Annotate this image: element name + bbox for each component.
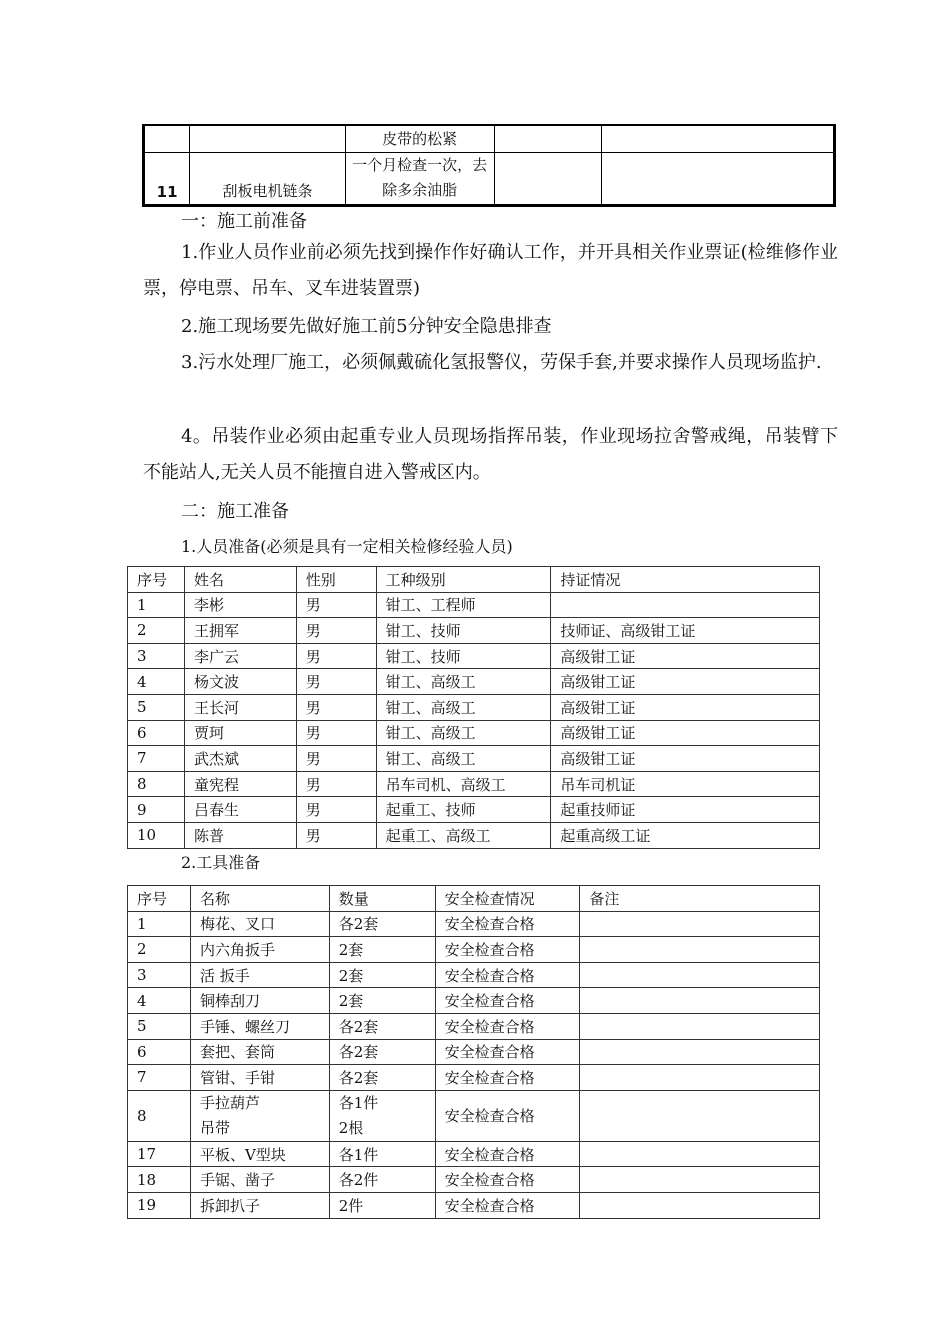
cell-safety-check: 安全检查合格 xyxy=(435,1039,580,1065)
table-row xyxy=(128,1192,820,1218)
cell-certificate: 吊车司机证 xyxy=(551,771,820,797)
cell-no: 11 xyxy=(144,152,190,205)
table-row xyxy=(128,618,820,644)
cell-method xyxy=(345,152,494,205)
cell-safety-check: 安全检查合格 xyxy=(435,1192,580,1218)
cell-name: 铜棒刮刀 xyxy=(190,988,329,1014)
cell-name: 手拉葫芦 吊带 xyxy=(190,1090,329,1141)
column-header-certificate: 持证情况 xyxy=(551,567,820,593)
table-row xyxy=(128,937,820,963)
cell-no: 4 xyxy=(128,669,185,695)
cell-name: 内六角扳手 xyxy=(190,937,329,963)
cell-quantity: 2套 xyxy=(329,962,435,988)
cell-no: 2 xyxy=(128,618,185,644)
cell-gender: 男 xyxy=(296,643,376,669)
cell-gender: 男 xyxy=(296,771,376,797)
cell-quantity: 各2套 xyxy=(329,1065,435,1091)
cell-trade-level: 起重工、高级工 xyxy=(376,822,551,848)
cell-certificate: 起重高级工证 xyxy=(551,822,820,848)
table-row xyxy=(128,911,820,937)
table-row xyxy=(128,771,820,797)
cell-remark xyxy=(580,937,820,963)
paragraph-2: 2.施工现场要先做好施工前5分钟安全隐患排查 xyxy=(181,316,552,337)
cell-no: 10 xyxy=(128,822,185,848)
table-row xyxy=(128,1065,820,1091)
cell-no: 3 xyxy=(128,962,191,988)
personnel-title: 1.人员准备(必须是具有一定相关检修经验人员) xyxy=(181,537,513,556)
cell-gender: 男 xyxy=(296,797,376,823)
table-row xyxy=(128,797,820,823)
cell-no: 2 xyxy=(128,937,191,963)
cell-safety-check: 安全检查合格 xyxy=(435,1013,580,1039)
table-row xyxy=(128,643,820,669)
cell-name: 吕春生 xyxy=(184,797,296,823)
cell-quantity: 2套 xyxy=(329,988,435,1014)
cell-name: 梅花、叉口 xyxy=(190,911,329,937)
method-line: 除多余油脂 xyxy=(382,181,458,199)
cell-quantity: 各2套 xyxy=(329,911,435,937)
cell-quantity: 各2套 xyxy=(329,1039,435,1065)
cell-name: 贾珂 xyxy=(184,720,296,746)
cell-remark xyxy=(580,1013,820,1039)
column-header-trade-level: 工种级别 xyxy=(376,567,551,593)
cell-name: 童宪程 xyxy=(184,771,296,797)
cell-no: 4 xyxy=(128,988,191,1014)
column-header-no: 序号 xyxy=(128,886,191,912)
table-row xyxy=(128,962,820,988)
cell-safety-check: 安全检查合格 xyxy=(435,937,580,963)
maintenance-table-fragment xyxy=(142,124,836,207)
cell-no: 5 xyxy=(128,1013,191,1039)
cell-gender: 男 xyxy=(296,592,376,618)
table-row xyxy=(128,720,820,746)
cell-remark xyxy=(580,1090,820,1141)
cell-quantity: 2套 xyxy=(329,937,435,963)
cell-gender: 男 xyxy=(296,720,376,746)
table-row xyxy=(128,1013,820,1039)
cell-empty xyxy=(601,152,834,205)
cell-empty xyxy=(494,125,601,152)
cell-quantity: 各2件 xyxy=(329,1167,435,1193)
paragraph-3: 3.污水处理厂施工，必须佩戴硫化氢报警仪，劳保手套,并要求操作人员现场监护. xyxy=(181,352,822,373)
table-row xyxy=(144,152,835,205)
cell-trade-level: 起重工、技师 xyxy=(376,797,551,823)
tools-title: 2.工具准备 xyxy=(181,853,261,872)
cell-name: 杨文波 xyxy=(184,669,296,695)
column-header-no: 序号 xyxy=(128,567,185,593)
cell-no: 9 xyxy=(128,797,185,823)
table-row xyxy=(128,746,820,772)
column-header-name: 姓名 xyxy=(184,567,296,593)
cell-remark xyxy=(580,1039,820,1065)
cell-name: 王长河 xyxy=(184,694,296,720)
cell-gender: 男 xyxy=(296,746,376,772)
cell-no: 6 xyxy=(128,1039,191,1065)
cell-trade-level: 钳工、工程师 xyxy=(376,592,551,618)
cell-safety-check: 安全检查合格 xyxy=(435,1065,580,1091)
cell-certificate: 技师证、高级钳工证 xyxy=(551,618,820,644)
cell-empty xyxy=(494,152,601,205)
cell-certificate: 起重技师证 xyxy=(551,797,820,823)
cell-no: 17 xyxy=(128,1141,191,1167)
cell-name: 手锤、螺丝刀 xyxy=(190,1013,329,1039)
cell-certificate: 高级钳工证 xyxy=(551,694,820,720)
cell-no: 1 xyxy=(128,911,191,937)
cell-gender: 男 xyxy=(296,822,376,848)
cell-no: 18 xyxy=(128,1167,191,1193)
table-row xyxy=(128,694,820,720)
cell-no: 7 xyxy=(128,746,185,772)
cell-safety-check: 安全检查合格 xyxy=(435,962,580,988)
cell-name: 武杰斌 xyxy=(184,746,296,772)
header-row xyxy=(128,886,820,912)
table-row xyxy=(128,1039,820,1065)
table-row xyxy=(128,988,820,1014)
cell-gender: 男 xyxy=(296,694,376,720)
table-row xyxy=(128,592,820,618)
cell-name: 套把、套筒 xyxy=(190,1039,329,1065)
cell-name: 陈普 xyxy=(184,822,296,848)
cell-remark xyxy=(580,1065,820,1091)
table-row xyxy=(128,1167,820,1193)
cell-no: 3 xyxy=(128,643,185,669)
cell-no: 5 xyxy=(128,694,185,720)
section2-heading: 二：施工准备 xyxy=(181,501,289,522)
header-row xyxy=(128,567,820,593)
cell-trade-level: 钳工、高级工 xyxy=(376,746,551,772)
cell-no: 19 xyxy=(128,1192,191,1218)
paragraph-1: 1.作业人员作业前必须先找到操作作好确认工作，并开具相关作业票证(检维修作业票，停电票、吊车、叉车进装置票) xyxy=(143,242,838,299)
cell-empty xyxy=(601,125,834,152)
paragraph-4: 4。吊装作业必须由起重专业人员现场指挥吊装，作业现场拉舍警戒绳，吊装臂下不能站人,无关人员不能擅自进入警戒区内。 xyxy=(143,426,838,483)
cell-safety-check: 安全检查合格 xyxy=(435,1167,580,1193)
cell-trade-level: 钳工、高级工 xyxy=(376,694,551,720)
column-header-quantity: 数量 xyxy=(329,886,435,912)
cell-name: 活 扳手 xyxy=(190,962,329,988)
cell-remark xyxy=(580,962,820,988)
method-line: 一个月检查一次，去 xyxy=(352,156,488,174)
cell-remark xyxy=(580,988,820,1014)
cell-certificate xyxy=(551,592,820,618)
cell-name: 王拥军 xyxy=(184,618,296,644)
cell-remark xyxy=(580,1167,820,1193)
table-row xyxy=(128,1141,820,1167)
cell-remark xyxy=(580,1141,820,1167)
cell-certificate: 高级钳工证 xyxy=(551,720,820,746)
cell-quantity: 各2套 xyxy=(329,1013,435,1039)
cell-gender: 男 xyxy=(296,669,376,695)
cell-no: 8 xyxy=(128,771,185,797)
cell-trade-level: 钳工、高级工 xyxy=(376,669,551,695)
cell-no xyxy=(144,125,190,152)
cell-certificate: 高级钳工证 xyxy=(551,643,820,669)
table-row xyxy=(144,125,835,152)
cell-safety-check: 安全检查合格 xyxy=(435,1141,580,1167)
cell-trade-level: 吊车司机、高级工 xyxy=(376,771,551,797)
cell-name: 拆卸扒子 xyxy=(190,1192,329,1218)
cell-certificate: 高级钳工证 xyxy=(551,669,820,695)
cell-quantity: 各1件 xyxy=(329,1141,435,1167)
cell-no: 6 xyxy=(128,720,185,746)
cell-gender: 男 xyxy=(296,618,376,644)
cell-trade-level: 钳工、高级工 xyxy=(376,720,551,746)
table-row xyxy=(128,822,820,848)
cell-method: 皮带的松紧 xyxy=(345,125,494,152)
cell-remark xyxy=(580,911,820,937)
table-row xyxy=(128,1090,820,1141)
column-header-remark: 备注 xyxy=(580,886,820,912)
cell-remark xyxy=(580,1192,820,1218)
cell-safety-check: 安全检查合格 xyxy=(435,911,580,937)
column-header-safety-check: 安全检查情况 xyxy=(435,886,580,912)
cell-trade-level: 钳工、技师 xyxy=(376,618,551,644)
cell-trade-level: 钳工、技师 xyxy=(376,643,551,669)
table-row xyxy=(128,669,820,695)
personnel-table xyxy=(127,566,820,849)
cell-no: 7 xyxy=(128,1065,191,1091)
cell-quantity: 各1件 2根 xyxy=(329,1090,435,1141)
cell-safety-check: 安全检查合格 xyxy=(435,988,580,1014)
cell-name: 管钳、手钳 xyxy=(190,1065,329,1091)
cell-item: 刮板电机链条 xyxy=(190,152,346,205)
section1-heading: 一：施工前准备 xyxy=(181,211,307,232)
column-header-gender: 性别 xyxy=(296,567,376,593)
column-header-name: 名称 xyxy=(190,886,329,912)
cell-item xyxy=(190,125,346,152)
cell-quantity: 2件 xyxy=(329,1192,435,1218)
cell-safety-check: 安全检查合格 xyxy=(435,1090,580,1141)
cell-name: 手锯、凿子 xyxy=(190,1167,329,1193)
cell-name: 平板、V型块 xyxy=(190,1141,329,1167)
tools-table xyxy=(127,885,820,1219)
cell-no: 8 xyxy=(128,1090,191,1141)
cell-name: 李广云 xyxy=(184,643,296,669)
cell-name: 李彬 xyxy=(184,592,296,618)
cell-no: 1 xyxy=(128,592,185,618)
cell-certificate: 高级钳工证 xyxy=(551,746,820,772)
